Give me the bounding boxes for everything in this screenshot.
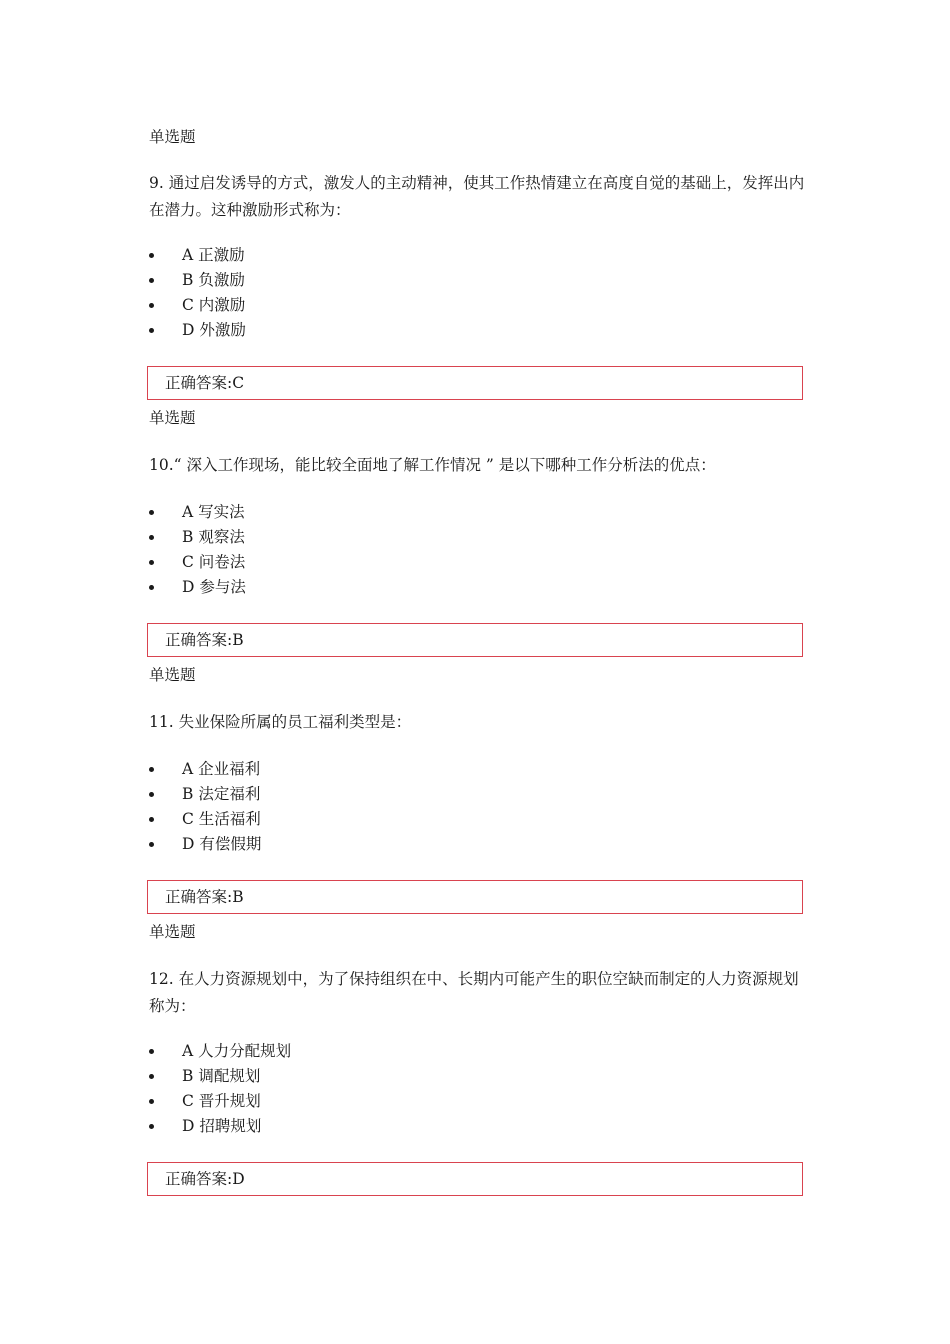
answer-box: 正确答案:B bbox=[147, 880, 803, 914]
option-list bbox=[149, 1039, 291, 1139]
option-item: B 观察法 bbox=[149, 525, 246, 550]
option-item: B 法定福利 bbox=[149, 782, 261, 807]
option-item: C 生活福利 bbox=[149, 807, 261, 832]
answer-box: 正确答案:C bbox=[147, 366, 803, 400]
question-type-label: 单选题 bbox=[149, 923, 196, 941]
option-item: A 人力分配规划 bbox=[149, 1039, 291, 1064]
option-item: D 外激励 bbox=[149, 318, 246, 343]
option-item: D 参与法 bbox=[149, 575, 246, 600]
question-stem: 10.“ 深入工作现场，能比较全面地了解工作情况 ” 是以下哪种工作分析法的优点： bbox=[149, 456, 716, 474]
option-item: C 晋升规划 bbox=[149, 1089, 291, 1114]
question-stem: 11. 失业保险所属的员工福利类型是： bbox=[149, 713, 412, 731]
option-item: A 正激励 bbox=[149, 243, 246, 268]
option-item: D 有偿假期 bbox=[149, 832, 261, 857]
option-list bbox=[149, 757, 261, 857]
question-stem: 12. 在人力资源规划中，为了保持组织在中、长期内可能产生的职位空缺而制定的人力资源规划称为： bbox=[149, 970, 799, 1015]
option-item: D 招聘规划 bbox=[149, 1114, 291, 1139]
question-type-label: 单选题 bbox=[149, 409, 196, 427]
option-item: B 负激励 bbox=[149, 268, 246, 293]
question-stem: 9. 通过启发诱导的方式，激发人的主动精神，使其工作热情建立在高度自觉的基础上，发挥出内在潜力。这种激励形式称为： bbox=[149, 174, 805, 219]
option-item: C 问卷法 bbox=[149, 550, 246, 575]
question-type-label: 单选题 bbox=[149, 666, 196, 684]
option-item: C 内激励 bbox=[149, 293, 246, 318]
option-list bbox=[149, 243, 246, 343]
option-list bbox=[149, 500, 246, 600]
answer-box: 正确答案:D bbox=[147, 1162, 803, 1196]
answer-box: 正确答案:B bbox=[147, 623, 803, 657]
option-item: A 写实法 bbox=[149, 500, 246, 525]
option-item: B 调配规划 bbox=[149, 1064, 291, 1089]
question-type-label: 单选题 bbox=[149, 128, 196, 146]
option-item: A 企业福利 bbox=[149, 757, 261, 782]
